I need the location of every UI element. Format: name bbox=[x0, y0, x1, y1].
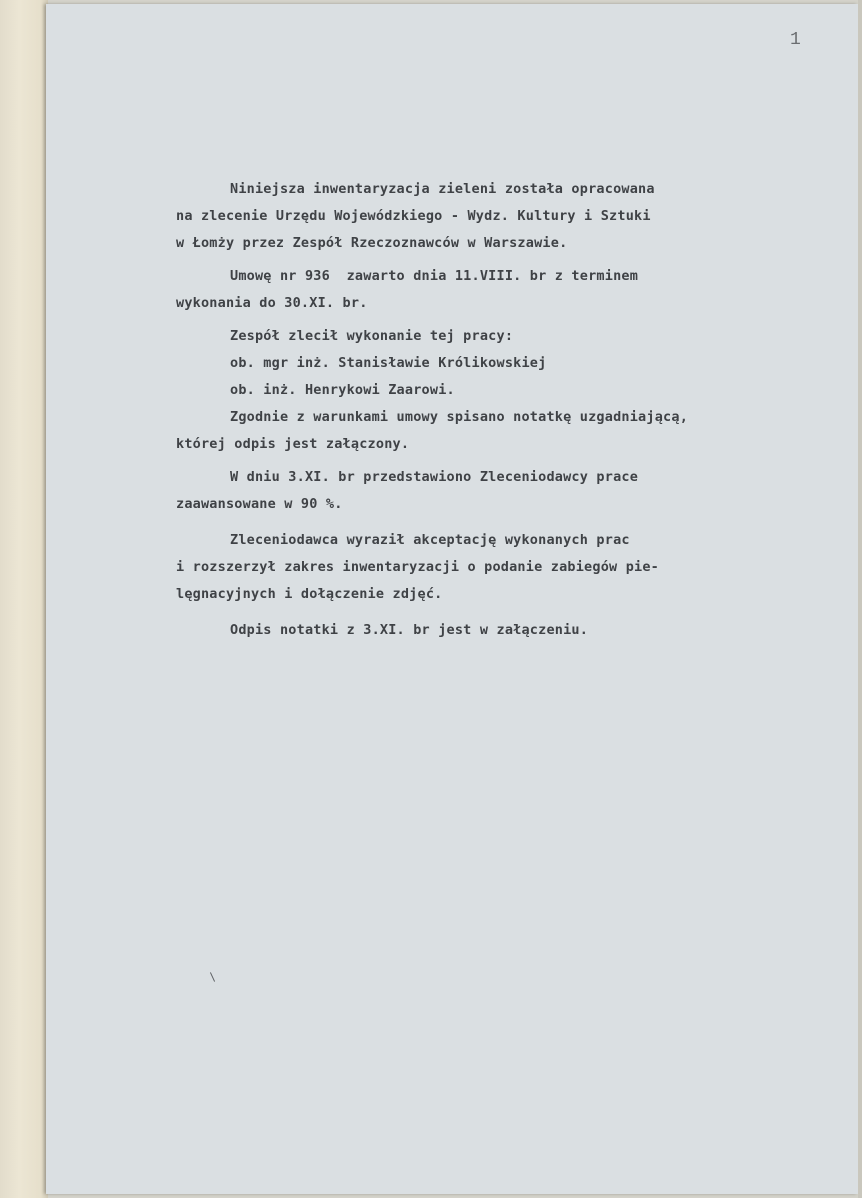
text-line: ob. inż. Henrykowi Zaarowi. bbox=[230, 382, 455, 398]
text-line: Niniejsza inwentaryzacja zieleni została opracowana bbox=[230, 181, 655, 197]
paragraph-contract bbox=[176, 263, 826, 317]
text-line: Umowę nr 936 zawarto dnia 11.VIII. br z terminem bbox=[230, 268, 639, 284]
text-line: na zlecenie Urzędu Wojewódzkiego - Wydz. Kultury i Sztuki bbox=[176, 208, 651, 224]
sheet-edge bbox=[858, 0, 862, 1198]
text-line: lęgnacyjnych i dołączenie zdjęć. bbox=[176, 586, 443, 602]
paragraph-attachment bbox=[176, 617, 826, 644]
document-body bbox=[176, 176, 826, 644]
text-line: zaawansowane w 90 %. bbox=[176, 496, 343, 512]
text-line: Zleceniodawca wyraził akceptację wykonanych prac bbox=[230, 532, 630, 548]
binding-strip bbox=[0, 0, 48, 1198]
text-line: wykonania do 30.XI. br. bbox=[176, 295, 368, 311]
text-line: W dniu 3.XI. br przedstawiono Zleceniodawcy prace bbox=[230, 469, 639, 485]
text-line: i rozszerzył zakres inwentaryzacji o podanie zabiegów pie- bbox=[176, 559, 660, 575]
text-line: której odpis jest załączony. bbox=[176, 436, 410, 452]
paragraph-commission bbox=[176, 176, 826, 257]
text-line: ob. mgr inż. Stanisławie Królikowskiej bbox=[230, 355, 547, 371]
paragraph-team bbox=[176, 323, 826, 458]
text-line: Odpis notatki z 3.XI. br jest w załączeniu. bbox=[230, 622, 589, 638]
text-line: Zgodnie z warunkami umowy spisano notatkę uzgadniającą, bbox=[230, 409, 689, 425]
text-line: Zespół zlecił wykonanie tej pracy: bbox=[230, 328, 514, 344]
paragraph-acceptance bbox=[176, 527, 826, 608]
text-line: w Łomży przez Zespół Rzeczoznawców w Warszawie. bbox=[176, 235, 568, 251]
paragraph-progress bbox=[176, 464, 826, 518]
page-number: 1 bbox=[790, 30, 801, 50]
